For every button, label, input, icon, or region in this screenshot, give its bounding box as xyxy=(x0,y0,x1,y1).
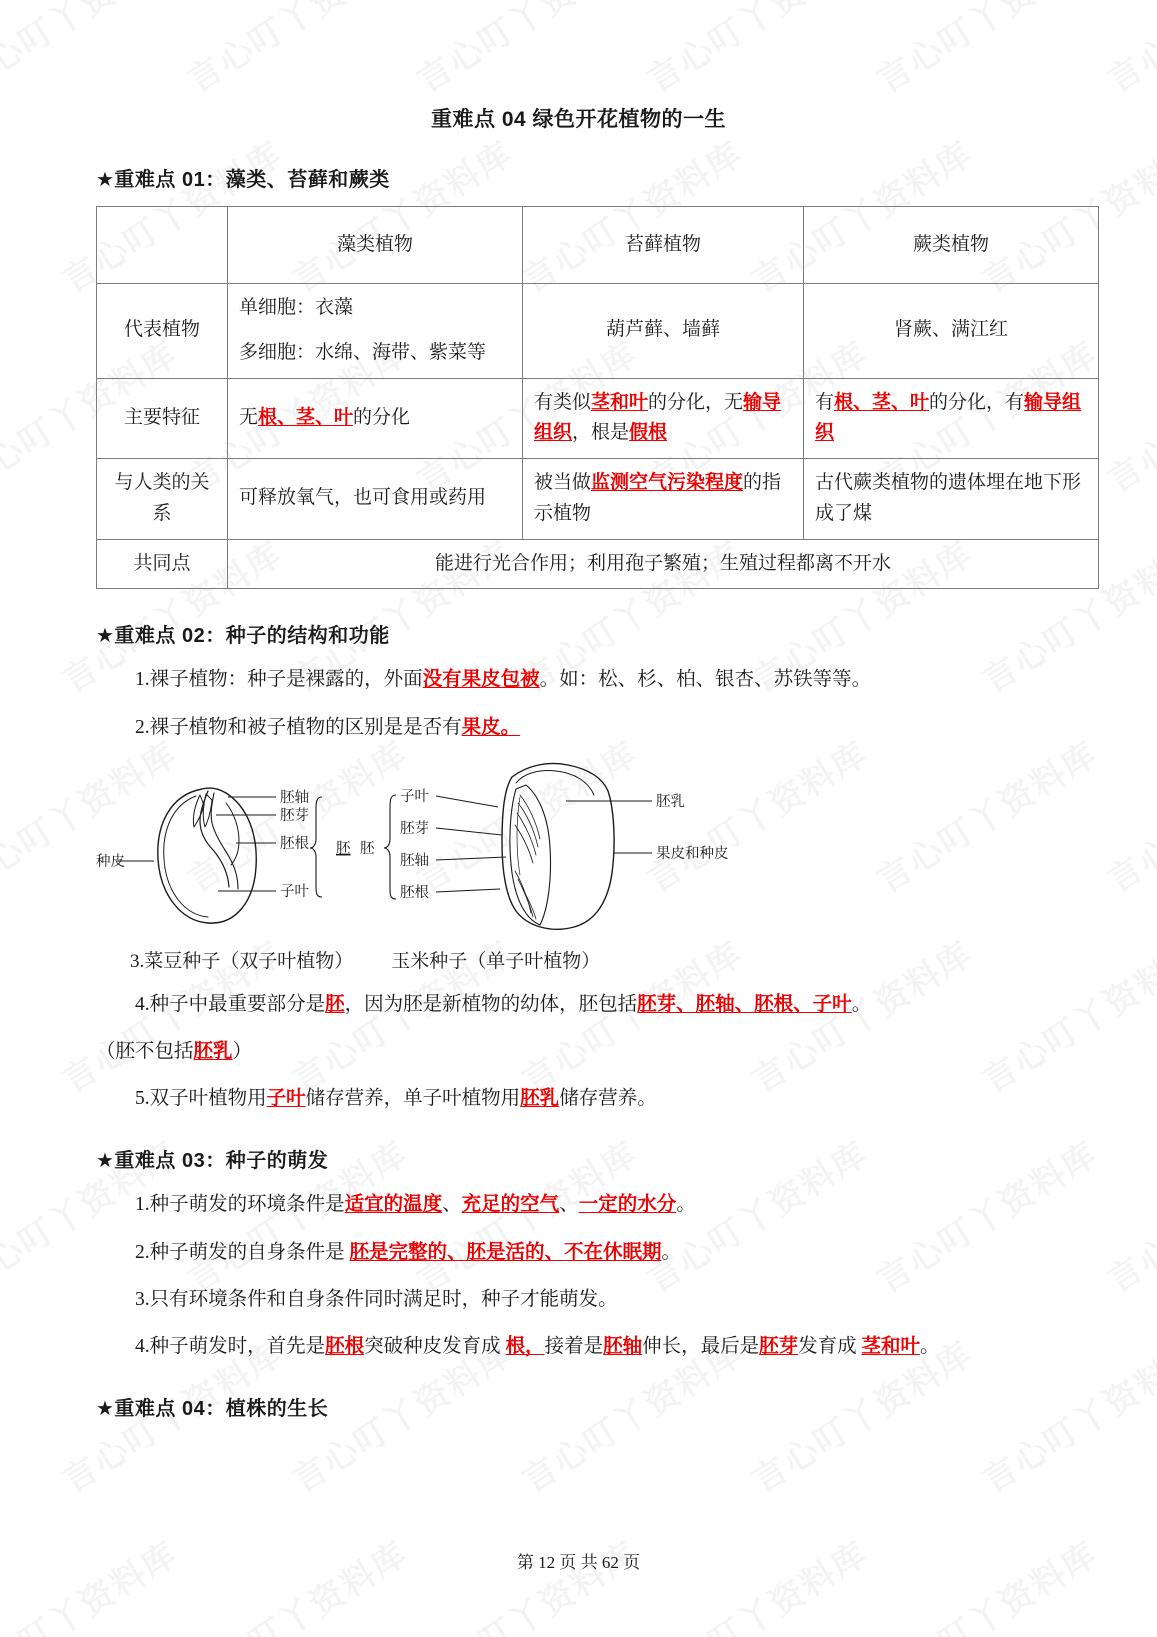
text-plain: 1.种子萌发的环境条件是 xyxy=(135,1194,345,1216)
row-label-common: 共同点 xyxy=(97,539,228,589)
highlight-red: 茎和叶 xyxy=(861,1336,921,1358)
section-heading-02: ★重难点 02：种子的结构和功能 xyxy=(96,625,390,648)
label-radicle: 胚根 xyxy=(280,835,309,852)
text-plain: 接着是 xyxy=(544,1336,604,1358)
label-hypocotyl: 胚轴 xyxy=(280,789,309,806)
cell-common-value: 能进行光合作用；利用孢子繁殖；生殖过程都离不开水 xyxy=(228,539,1099,589)
label-embryo-corn: 胚 xyxy=(360,840,375,857)
row-label-representative: 代表植物 xyxy=(97,284,228,379)
section-heading-01: ★重难点 01：藻类、苔藓和蕨类 xyxy=(96,169,390,191)
para-germination-env xyxy=(96,1190,1061,1220)
text-plain: 突破种皮发育成 xyxy=(364,1336,506,1358)
text-plain: 储存营养。 xyxy=(559,1088,657,1110)
text-plain: 的分化，有 xyxy=(929,391,1025,413)
table-corner-cell xyxy=(97,207,228,284)
cell-relation-moss xyxy=(523,459,804,540)
highlight-red: 胚芽 xyxy=(759,1336,799,1358)
figure-captions xyxy=(96,946,1061,973)
para-nutrient-storage xyxy=(96,1084,1061,1114)
table-row xyxy=(97,378,1099,459)
text-plain: 1.裸子植物：种子是裸露的，外面 xyxy=(135,669,423,691)
highlight-red: 输导组织 xyxy=(534,391,782,444)
cell-features-fern xyxy=(804,378,1099,459)
highlight-red: 输导组织 xyxy=(815,391,1082,444)
table-row xyxy=(97,284,1099,379)
watermark-text xyxy=(866,1527,1106,1637)
para-embryo-importance xyxy=(96,990,1061,1020)
table-header-moss: 苔藓植物 xyxy=(523,207,804,284)
text-plain: ） xyxy=(232,1041,253,1063)
highlight-red: 根、茎、叶 xyxy=(258,406,354,428)
cell-features-moss xyxy=(523,378,804,459)
text-plain: 、 xyxy=(442,1194,462,1216)
highlight-red: 胚乳 xyxy=(193,1041,233,1063)
highlight-red: 胚是完整的、胚是活的、不在休眠期 xyxy=(349,1241,662,1263)
page-title: 重难点 04 绿色开花植物的一生 xyxy=(430,108,727,131)
text-plain: ，因为胚是新植物的幼体，胚包括 xyxy=(344,993,638,1015)
table-header-row xyxy=(97,207,1099,284)
cell-representative-moss: 葫芦藓、墙藓 xyxy=(523,284,804,379)
text-plain: 有 xyxy=(815,391,835,413)
highlight-red: 充足的空气 xyxy=(461,1194,560,1216)
page-footer: 第 12 页 共 62 页 xyxy=(516,1553,641,1572)
text-plain: 。 xyxy=(920,1336,940,1358)
watermark-text xyxy=(1096,1527,1157,1637)
watermark-text xyxy=(406,1527,646,1637)
cell-representative-fern: 肾蕨、满江红 xyxy=(804,284,1099,379)
text-plain: 5.双子叶植物用 xyxy=(135,1088,267,1110)
text-plain: 2.裸子植物和被子植物的区别是是否有 xyxy=(135,716,462,738)
label-corn-radicle: 胚根 xyxy=(400,884,429,901)
text-plain: 的分化，无 xyxy=(648,391,744,413)
text-plain: 、 xyxy=(559,1194,579,1216)
text-plain: 被当做 xyxy=(534,472,592,494)
text-plain: 2.种子萌发的自身条件是 xyxy=(135,1241,350,1263)
text-plain: 。 xyxy=(661,1241,682,1263)
text-plain: 4.种子中最重要部分是 xyxy=(135,993,326,1015)
text-plain: 无 xyxy=(239,406,259,428)
highlight-red: 假根 xyxy=(629,422,668,444)
text-plain: （胚不包括 xyxy=(96,1041,194,1063)
highlight-red: 一定的水分 xyxy=(578,1194,677,1216)
table-row-common xyxy=(97,539,1099,589)
highlight-red: 根， xyxy=(505,1336,545,1358)
text-plain: 。如：松、杉、柏、银杏、苏铁等等。 xyxy=(539,669,872,691)
section-heading-03: ★重难点 03：种子的萌发 xyxy=(96,1150,329,1173)
text-plain: 。 xyxy=(851,993,872,1015)
para-germination-order xyxy=(96,1332,1061,1362)
label-endosperm: 胚乳 xyxy=(656,793,685,810)
highlight-red: 果皮。 xyxy=(461,716,521,738)
watermark-text xyxy=(636,1527,876,1637)
highlight-red: 胚芽、胚轴、胚根、子叶 xyxy=(637,993,852,1015)
highlight-red: 胚根 xyxy=(325,1336,365,1358)
para-germination-self xyxy=(96,1238,1061,1268)
para-germination-both: 3.只有环境条件和自身条件同时满足时，种子才能萌发。 xyxy=(135,1288,618,1310)
label-corn-hypocotyl: 胚轴 xyxy=(400,852,429,869)
cell-representative-algae xyxy=(228,284,523,379)
label-seed-coat: 种皮 xyxy=(96,853,125,870)
text-plain: 储存营养，单子叶植物用 xyxy=(305,1088,521,1110)
highlight-red: 胚轴 xyxy=(603,1336,643,1358)
caption-corn-seed: 玉米种子（单子叶植物） xyxy=(391,950,601,972)
highlight-red: 胚 xyxy=(325,993,345,1015)
label-pericarp-seedcoat: 果皮和种皮 xyxy=(656,845,729,862)
algae-unicellular: 单细胞：衣藻 xyxy=(239,297,354,318)
caption-bean-seed: 3.菜豆种子（双子叶植物） xyxy=(130,950,354,972)
seed-structure-figure xyxy=(96,751,1061,973)
cell-features-algae xyxy=(228,378,523,459)
text-plain: 。 xyxy=(676,1194,696,1216)
label-embryo-bean: 胚 xyxy=(336,840,351,857)
text-plain: 4.种子萌发时，首先是 xyxy=(135,1336,326,1358)
highlight-red: 适宜的温度 xyxy=(344,1194,443,1216)
para-gymnosperm xyxy=(96,665,1061,695)
algae-multicellular: 多细胞：水绵、海带、紫菜等 xyxy=(239,341,487,363)
cell-relation-algae: 可释放氧气，也可食用或药用 xyxy=(228,459,523,540)
plant-comparison-table xyxy=(96,206,1099,589)
text-plain: 伸长，最后是 xyxy=(642,1336,760,1358)
section-heading-04: ★重难点 04：植株的生长 xyxy=(96,1398,329,1421)
table-header-algae: 藻类植物 xyxy=(228,207,523,284)
highlight-red: 没有果皮包被 xyxy=(422,669,540,691)
highlight-red: 监测空气污染程度 xyxy=(591,472,744,494)
text-plain: 有类似 xyxy=(534,391,592,413)
text-plain: 发育成 xyxy=(798,1336,862,1358)
para-embryo-excludes xyxy=(96,1037,1061,1067)
highlight-red: 子叶 xyxy=(266,1088,306,1110)
highlight-red: 胚乳 xyxy=(520,1088,560,1110)
watermark-text xyxy=(0,1527,186,1637)
table-header-fern: 蕨类植物 xyxy=(804,207,1099,284)
text-plain: ，根是 xyxy=(572,422,630,444)
label-cotyledon: 子叶 xyxy=(280,883,309,900)
watermark-text xyxy=(176,1527,416,1637)
table-row xyxy=(97,459,1099,540)
row-label-human-relation: 与人类的关系 xyxy=(97,459,228,540)
seed-diagram-svg xyxy=(96,751,796,941)
text-plain: 的指示植物 xyxy=(534,472,782,524)
text-plain: 的分化 xyxy=(353,406,411,428)
para-gymno-vs-angio xyxy=(96,713,1061,743)
label-corn-plumule: 胚芽 xyxy=(400,820,429,837)
row-label-features: 主要特征 xyxy=(97,378,228,459)
cell-relation-fern: 古代蕨类植物的遗体埋在地下形成了煤 xyxy=(804,459,1099,540)
label-plumule: 胚芽 xyxy=(280,807,309,824)
highlight-red: 茎和叶 xyxy=(591,391,649,413)
label-corn-cotyledon: 子叶 xyxy=(400,788,429,805)
highlight-red: 根、茎、叶 xyxy=(834,391,930,413)
